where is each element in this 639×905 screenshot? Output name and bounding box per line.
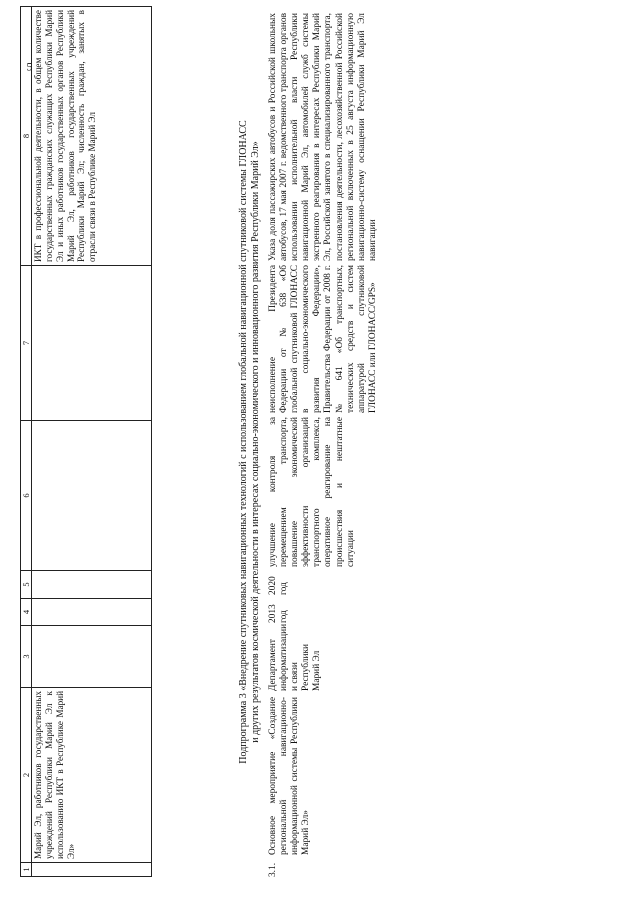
header-col-5: 5	[21, 571, 32, 599]
header-col-4: 4	[21, 599, 32, 626]
cell-col-6	[32, 421, 152, 571]
cell-col-4	[32, 599, 152, 626]
header-col-1: 1	[21, 863, 32, 877]
row-3-1-col-4: 2013 год	[268, 604, 290, 623]
header-col-6: 6	[21, 421, 32, 571]
header-col-7: 7	[21, 266, 32, 421]
row-3-1-col-2: Основное мероприятие «Создание региональной навигационно-информационной системы Республики Марий Эл»	[268, 697, 312, 855]
row-3-1-number: 3.1.	[268, 862, 278, 877]
header-col-8: 8	[21, 7, 32, 266]
cell-col-3	[32, 626, 152, 688]
header-col-3: 3	[21, 626, 32, 688]
table-row	[32, 7, 152, 877]
header-row	[21, 7, 32, 877]
subprogram-heading-line-2: и других результатов космической деятельности в интересах социально-экономического и инновационного развития Республики Марий Эл»	[250, 141, 261, 743]
cell-col-1	[32, 863, 152, 877]
subprogram-heading-line-1: Подпрограмма 3 «Внедрение спутниковых навигационных технологий с использованием глобальной навигационной спутниковой системы ГЛОНАСС	[238, 120, 249, 764]
top-table	[20, 6, 152, 877]
subprogram-heading	[238, 7, 262, 877]
row-3-1-col-5: 2020 год	[268, 576, 290, 595]
cell-col-5	[32, 571, 152, 599]
row-3-1-col-6: улучшение контроля за перемещением транспорта, повышение экономической эффективности организаций транспортного комплекса, оперативное реагирование на происшествия и нештатные ситуации	[268, 417, 356, 567]
row-3-1-col-8: Указа доля пассажирских автобусов и Российской школьных автобусов, 17 мая 2007 г. ведомственного транспорта органов использовании исполнительной власти Республики навигационной Марий Эл, автомобилей служб системы экстренного реагирования в интересах Республики Марий Эл, Российской занятого в специализированного транспорта, постановления деятельности, лесохозяйственной Российской региональной включенных в 25 августа информационную навигационно-систему оснащении Республики Марий Эл навигации	[268, 13, 378, 261]
cell-col-7	[32, 266, 152, 421]
row-3-1-col-7: неисполнение Президента Федерации от № 638 «Об глобальной спутниковой ГЛОНАСС в социально-экономического развития Федерации», Правительства Федерации от 2008 г. № 641 «Об транспортных, технических средств и систем аппаратурой спутниковой ГЛОНАСС или ГЛОНАСС/GPS»	[268, 265, 378, 413]
row-3-1-col-3: Департамент информатизации и связи Республики Марий Эл	[268, 623, 323, 691]
cell-col-8: ИКТ в профессиональной деятельности, в общем количестве государственных гражданских служащих Республики Марий Эл и иных работников государственных органов Республики Марий Эл, работников государственных учреждений Республики Марий Эл; численность граждан, занятых в отрасли связи в Республике Марий Эл	[32, 7, 152, 266]
header-col-2: 2	[21, 688, 32, 863]
cell-col-2: Марий Эл, работников государственных учреждений Республики Марий Эл к использованию ИКТ в Республике Марий Эл»	[32, 688, 152, 863]
page-number: 5	[26, 59, 33, 74]
